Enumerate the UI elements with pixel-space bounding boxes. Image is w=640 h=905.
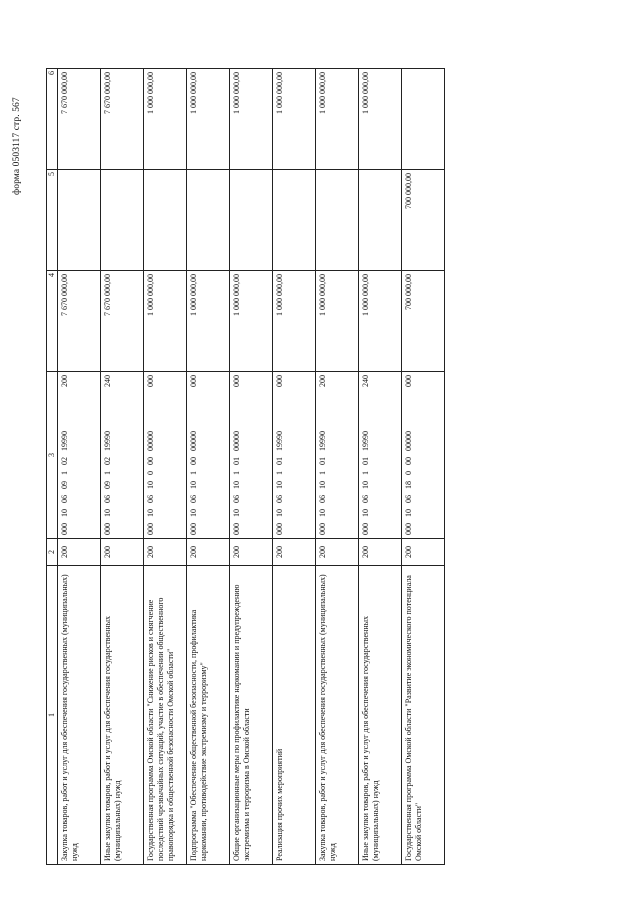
row-col4: 1 000 000,00: [187, 271, 230, 372]
kbk-part: 240: [103, 375, 112, 387]
row-line-code: 200: [144, 539, 187, 566]
kbk-part: 1: [318, 471, 327, 475]
row-col4: 1 000 000,00: [273, 271, 316, 372]
kbk-part: 10: [404, 509, 413, 517]
kbk-part: 02: [60, 457, 69, 465]
row-col4: 7 670 000,00: [101, 271, 144, 372]
kbk-part: 000: [404, 523, 413, 535]
row-col5: [359, 170, 402, 271]
kbk-part: 10: [361, 509, 370, 517]
kbk-part: 000: [232, 375, 241, 387]
row-col5: [101, 170, 144, 271]
kbk-part: 19990: [275, 431, 284, 451]
row-col6: 7 670 000,00: [101, 69, 144, 170]
row-col5: [58, 170, 101, 271]
table-row: [316, 69, 359, 865]
col-header-1: 1: [47, 566, 58, 865]
kbk-part: 19990: [361, 431, 370, 451]
budget-table: [46, 68, 445, 865]
kbk-parts: [232, 375, 242, 535]
row-col4: 1 000 000,00: [359, 271, 402, 372]
kbk-parts: [103, 375, 113, 535]
col-header-5: 5: [47, 170, 58, 271]
row-col6: 7 670 000,00: [58, 69, 101, 170]
row-name: Реализация прочих мероприятий: [273, 566, 316, 865]
kbk-parts: [146, 375, 156, 535]
kbk-part: 00000: [146, 431, 155, 451]
kbk-part: 000: [318, 523, 327, 535]
row-col6: 1 000 000,00: [273, 69, 316, 170]
kbk-part: 06: [404, 495, 413, 503]
row-name: Закупка товаров, работ и услуг для обеспечения государственных (муниципальных) нужд: [58, 566, 101, 865]
row-line-code: 200: [359, 539, 402, 566]
row-col5: [230, 170, 273, 271]
table-row: [230, 69, 273, 865]
row-name: Общие организационные меры по профилактике наркомании и предупреждению экстремизма и терроризма в Омской области: [230, 566, 273, 865]
kbk-part: 000: [232, 523, 241, 535]
kbk-part: 09: [103, 481, 112, 489]
table-row: [402, 69, 445, 865]
row-col5: [273, 170, 316, 271]
row-col6: 1 000 000,00: [187, 69, 230, 170]
kbk-part: 06: [60, 495, 69, 503]
kbk-part: 000: [146, 375, 155, 387]
kbk-part: 06: [361, 495, 370, 503]
kbk-part: 1: [361, 471, 370, 475]
kbk-part: 200: [318, 375, 327, 387]
kbk-part: 1: [189, 471, 198, 475]
kbk-part: 00: [404, 457, 413, 465]
kbk-part: 10: [146, 509, 155, 517]
row-col4: 1 000 000,00: [316, 271, 359, 372]
kbk-parts: [318, 375, 328, 535]
table-row: [101, 69, 144, 865]
kbk-part: 1: [103, 471, 112, 475]
kbk-part: 10: [232, 481, 241, 489]
kbk-part: 10: [275, 481, 284, 489]
kbk-parts: [275, 375, 285, 535]
row-col5: 700 000,00: [402, 170, 445, 271]
row-kbk-code: [187, 372, 230, 539]
kbk-part: 000: [189, 375, 198, 387]
kbk-part: 0: [404, 471, 413, 475]
kbk-part: 200: [60, 375, 69, 387]
kbk-part: 01: [275, 457, 284, 465]
row-name: Государственная программа Омской области "Снижение рисков и смягчение последствий чрезвычайных ситуаций, участие в обеспечении общественного правопорядка и общественной безопасности Омской области": [144, 566, 187, 865]
table-row: [58, 69, 101, 865]
kbk-part: 19990: [318, 431, 327, 451]
col-header-3: 3: [47, 372, 58, 539]
kbk-part: 10: [361, 481, 370, 489]
col-header-2: 2: [47, 539, 58, 566]
kbk-part: 06: [275, 495, 284, 503]
row-col5: [187, 170, 230, 271]
row-name: Иные закупки товаров, работ и услуг для обеспечения государственных (муниципальных) нужд: [101, 566, 144, 865]
kbk-parts: [404, 375, 414, 535]
row-kbk-code: [273, 372, 316, 539]
row-col4: 700 000,00: [402, 271, 445, 372]
col-header-4: 4: [47, 271, 58, 372]
row-col4: 1 000 000,00: [144, 271, 187, 372]
row-col6: [402, 69, 445, 170]
kbk-part: 06: [146, 495, 155, 503]
row-col6: 1 000 000,00: [144, 69, 187, 170]
kbk-part: 19990: [103, 431, 112, 451]
table-row: [273, 69, 316, 865]
kbk-part: 00000: [404, 431, 413, 451]
kbk-part: 000: [404, 375, 413, 387]
kbk-part: 10: [232, 509, 241, 517]
row-line-code: 200: [402, 539, 445, 566]
kbk-part: 10: [189, 481, 198, 489]
row-line-code: 200: [316, 539, 359, 566]
row-line-code: 200: [187, 539, 230, 566]
row-col4: 7 670 000,00: [58, 271, 101, 372]
kbk-part: 00000: [189, 431, 198, 451]
row-name: Закупка товаров, работ и услуг для обеспечения государственных (муниципальных) нужд: [316, 566, 359, 865]
form-label: форма 0503117 стр. 567: [12, 97, 22, 195]
kbk-part: 01: [318, 457, 327, 465]
kbk-part: 10: [275, 509, 284, 517]
table-row: [187, 69, 230, 865]
kbk-part: 000: [146, 523, 155, 535]
table-row: [144, 69, 187, 865]
kbk-part: 06: [189, 495, 198, 503]
kbk-part: 00000: [232, 431, 241, 451]
row-name: Государственная программа Омской области "Развитие экономического потенциала Омской области": [402, 566, 445, 865]
kbk-part: 06: [318, 495, 327, 503]
row-col6: 1 000 000,00: [316, 69, 359, 170]
kbk-part: 00: [189, 457, 198, 465]
kbk-parts: [361, 375, 371, 535]
kbk-part: 240: [361, 375, 370, 387]
row-col6: 1 000 000,00: [359, 69, 402, 170]
kbk-part: 1: [60, 471, 69, 475]
row-col4: 1 000 000,00: [230, 271, 273, 372]
kbk-part: 10: [318, 481, 327, 489]
kbk-parts: [189, 375, 199, 535]
kbk-part: 01: [232, 457, 241, 465]
row-kbk-code: [101, 372, 144, 539]
row-name: Подпрограмма "Обеспечение общественной безопасности, профилактика наркомании, противодействие экстремизму и терроризму": [187, 566, 230, 865]
kbk-part: 000: [103, 523, 112, 535]
row-line-code: 200: [230, 539, 273, 566]
kbk-part: 01: [361, 457, 370, 465]
row-col6: 1 000 000,00: [230, 69, 273, 170]
kbk-part: 1: [275, 471, 284, 475]
kbk-part: 10: [146, 481, 155, 489]
row-col5: [144, 170, 187, 271]
kbk-part: 19990: [60, 431, 69, 451]
kbk-part: 10: [318, 509, 327, 517]
table-row: [359, 69, 402, 865]
col-header-6: 6: [47, 69, 58, 170]
kbk-part: 06: [232, 495, 241, 503]
row-kbk-code: [402, 372, 445, 539]
kbk-part: 06: [103, 495, 112, 503]
header-row: [47, 69, 58, 865]
row-kbk-code: [316, 372, 359, 539]
kbk-part: 18: [404, 481, 413, 489]
kbk-part: 10: [189, 509, 198, 517]
row-kbk-code: [230, 372, 273, 539]
kbk-part: 02: [103, 457, 112, 465]
kbk-part: 000: [189, 523, 198, 535]
kbk-part: 000: [275, 375, 284, 387]
kbk-part: 0: [146, 471, 155, 475]
kbk-part: 000: [60, 523, 69, 535]
row-name: Иные закупки товаров, работ и услуг для обеспечения государственных (муниципальных) нужд: [359, 566, 402, 865]
kbk-parts: [60, 375, 70, 535]
row-kbk-code: [144, 372, 187, 539]
kbk-part: 10: [103, 509, 112, 517]
kbk-part: 000: [275, 523, 284, 535]
kbk-part: 10: [60, 509, 69, 517]
row-line-code: 200: [101, 539, 144, 566]
row-kbk-code: [58, 372, 101, 539]
kbk-part: 1: [232, 471, 241, 475]
kbk-part: 000: [361, 523, 370, 535]
row-line-code: 200: [273, 539, 316, 566]
row-col5: [316, 170, 359, 271]
kbk-part: 09: [60, 481, 69, 489]
table-body: [58, 69, 445, 865]
kbk-part: 00: [146, 457, 155, 465]
row-line-code: 200: [58, 539, 101, 566]
row-kbk-code: [359, 372, 402, 539]
